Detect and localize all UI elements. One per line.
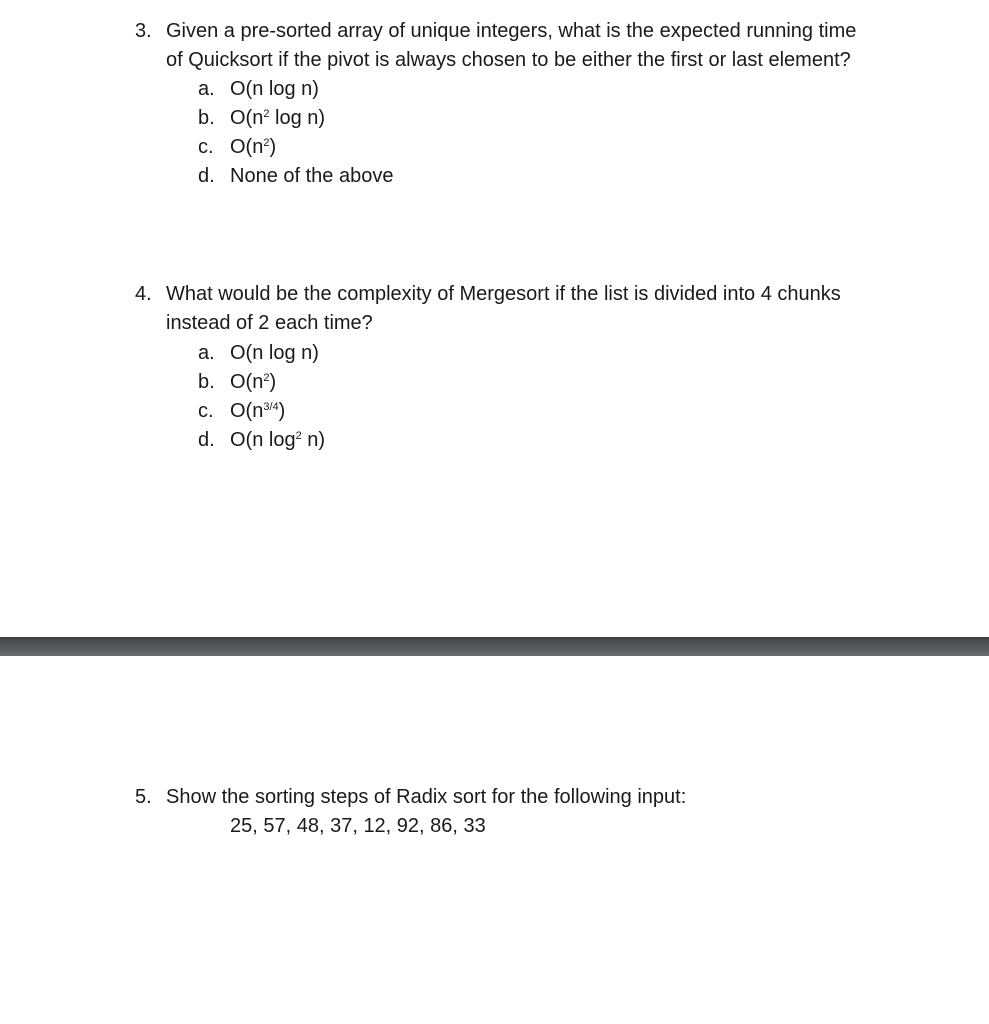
option-letter: a. [198,78,215,100]
option-text: $O(n^2)$ [230,371,277,393]
question-4-text-line-1: What would be the complexity of Mergesort if the list is divided into 4 chunks [166,283,841,305]
question-5-number: 5. [135,786,152,808]
option-text: O(n $\log^2 n$) [230,429,326,451]
document-page-2 [0,656,989,1024]
option-text: O(n log n) [230,342,319,364]
question-3-text-line-2: of Quicksort if the pivot is always chosen to be either the first or last element? [166,49,851,71]
option-text: $O(n^2)$ [230,136,277,158]
exponent: 2 [295,430,302,442]
exponent: 2 [263,372,270,384]
option-letter: c. [198,400,214,422]
option-text: None of the above [230,165,394,187]
option-letter: d. [198,429,215,451]
exponent: 2 [263,137,270,149]
question-5-input-values: 25, 57, 48, 37, 12, 92, 86, 33 [230,815,486,837]
option-letter: c. [198,136,214,158]
page-separator [0,637,989,656]
exponent: 2 [263,108,270,120]
option-text: $O(n^2$ log n) [230,107,326,129]
option-letter: d. [198,165,215,187]
option-text: O(n log n) [230,78,319,100]
option-letter: b. [198,371,215,393]
question-4-number: 4. [135,283,152,305]
question-3-number: 3. [135,20,152,42]
exponent: 3/4 [263,401,279,413]
question-5-text-line-1: Show the sorting steps of Radix sort for the following input: [166,786,687,808]
option-text: $O(n^{3/4})$ [230,400,286,422]
question-4-text-line-2: instead of 2 each time? [166,312,373,334]
question-3-text-line-1: Given a pre-sorted array of unique integers, what is the expected running time [166,20,857,42]
option-letter: b. [198,107,215,129]
option-letter: a. [198,342,215,364]
